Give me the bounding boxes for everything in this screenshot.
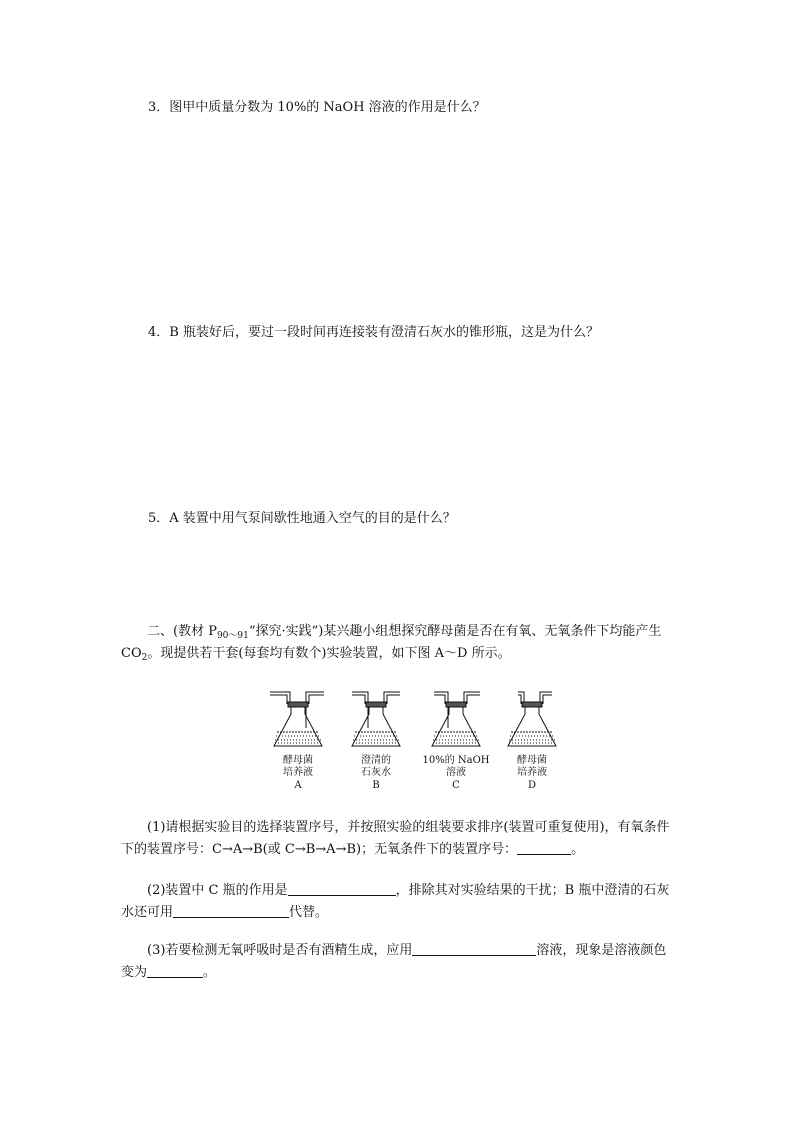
answer-blank-3[interactable] xyxy=(173,903,289,918)
question-5: 5．A 装置中用气泵间歇性地通入空气的目的是什么？ xyxy=(148,511,456,526)
apparatus-figure xyxy=(262,688,562,798)
section-2-intro: 二、(教材 $P_{90\sim 91}“$探究·实践”)某兴趣小组想探究酵母菌是否在有氧、无氧条件下均能产生 $CO_2$。现提供若干套(每套均有数个)实验装置，如下图 A～D 所示。 xyxy=(121,624,662,663)
flask-a-drawing xyxy=(268,688,328,754)
sub-question-2: (2)装置中 C 瓶的作用是 ，排除其对实验结果的干扰；B 瓶中澄清的石灰水还可用 代替。 xyxy=(121,883,670,920)
answer-blank-1[interactable] xyxy=(517,840,571,855)
sub-question-3: (3)若要检测无氧呼吸时是否有酒精生成，应用 溶液，现象是溶液颜色变为 。 xyxy=(121,943,667,980)
flask-b-label-line2: 石灰水 xyxy=(361,767,391,778)
flask-a-label-line1: 酵母菌 xyxy=(283,755,313,766)
flask-a-letter: A xyxy=(294,780,302,791)
flask-c-label-line2: 溶液 xyxy=(446,767,466,778)
flask-a-label-line2: 培养液 xyxy=(283,767,313,778)
flask-d xyxy=(502,688,562,798)
flask-b-letter: B xyxy=(372,780,380,791)
answer-blank-2[interactable] xyxy=(288,881,396,896)
flask-d-label-line1: 酵母菌 xyxy=(517,755,547,766)
question-4: 4．B 瓶装好后，要过一段时间再连接装有澄清石灰水的锥形瓶，这是为什么？ xyxy=(148,325,599,340)
flask-b-label-line1: 澄清的 xyxy=(361,755,391,766)
flask-a xyxy=(268,688,328,798)
flask-c-drawing xyxy=(426,688,486,754)
flask-c xyxy=(422,688,490,798)
flask-b xyxy=(346,688,406,798)
flask-d-label-line2: 培养液 xyxy=(517,767,547,778)
flask-d-drawing xyxy=(502,688,562,754)
flask-d-letter: D xyxy=(527,780,537,791)
answer-blank-5[interactable] xyxy=(147,963,203,978)
flask-b-drawing xyxy=(346,688,406,754)
flask-c-label-line1: 10%的 NaOH xyxy=(422,755,490,766)
sub-question-1: (1)请根据实验目的选择装置序号，并按照实验的组装要求排序(装置可重复使用)，有氧条件下的装置序号：C→A→B(或 C→B→A→B)；无氧条件下的装置序号： 。 xyxy=(121,820,670,857)
flask-c-letter: C xyxy=(452,780,460,791)
question-3: 3．图甲中质量分数为 10%的 NaOH 溶液的作用是什么？ xyxy=(148,100,486,115)
answer-blank-4[interactable] xyxy=(412,941,536,956)
